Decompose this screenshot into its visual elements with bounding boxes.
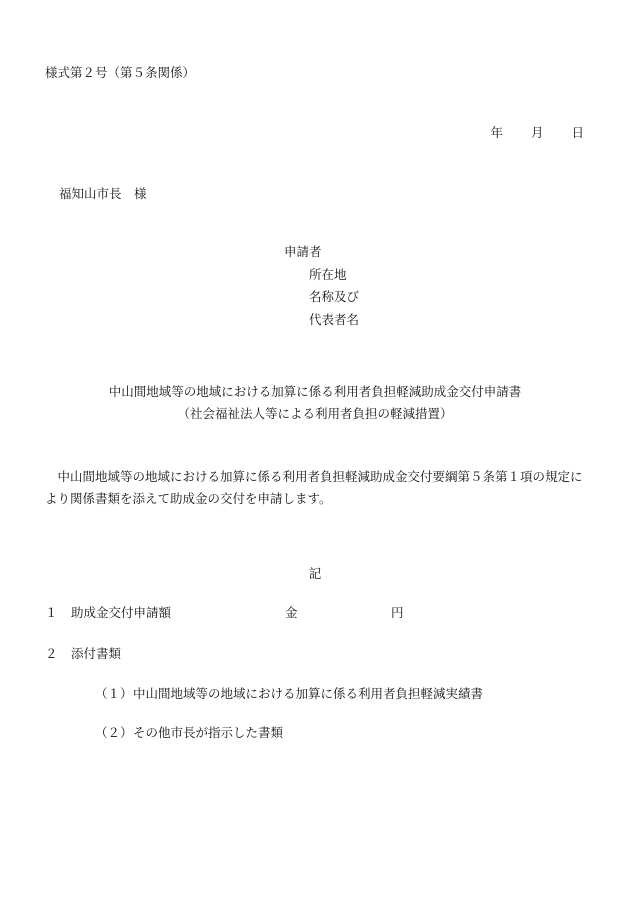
amount-suffix: 円 — [391, 605, 404, 620]
attachment-item — [95, 727, 283, 740]
item-application-amount — [45, 607, 171, 620]
item-label: 助成金交付申請額 — [71, 605, 172, 620]
date-year-label: 年 — [490, 125, 503, 140]
amount-prefix: 金 — [285, 605, 298, 620]
attachment-number: （２） — [95, 725, 133, 740]
applicant-address-label: 所在地 — [309, 266, 347, 282]
date-day-label: 日 — [571, 125, 584, 140]
document-subtitle: （社会福祉法人等による利用者負担の軽減措置） — [177, 406, 453, 421]
attachment-item — [95, 688, 483, 701]
document-title: 中山間地域等の地域における加算に係る利用者負担軽減助成金交付申請書 — [108, 384, 522, 399]
date-month-label: 月 — [530, 125, 544, 140]
applicant-label: 申請者 — [284, 244, 322, 259]
item-label: 添付書類 — [71, 646, 122, 661]
applicant-name-label: 名称及び — [309, 289, 360, 304]
attachment-number: （１） — [95, 686, 133, 701]
item-attachments — [45, 648, 121, 661]
applicant-representative-label: 代表者名 — [309, 311, 360, 327]
applicant-block — [284, 246, 359, 336]
attachment-text: 中山間地域等の地域における加算に係る利用者負担軽減実績書 — [133, 686, 484, 701]
addressee: 福知山市長 様 — [59, 186, 147, 201]
form-number: 様式第２号（第５条関係） — [45, 65, 196, 80]
item-number: １ — [45, 605, 58, 620]
date-line — [490, 127, 584, 140]
item-number: ２ — [45, 646, 58, 661]
ki-heading: 記 — [308, 566, 322, 581]
attachment-text: その他市長が指示した書類 — [133, 725, 284, 740]
body-paragraph: 中山間地域等の地域における加算に係る利用者負担軽減助成金交付要綱第５条第１項の規定により関係書類を添えて助成金の交付を申請します。 — [45, 469, 583, 506]
